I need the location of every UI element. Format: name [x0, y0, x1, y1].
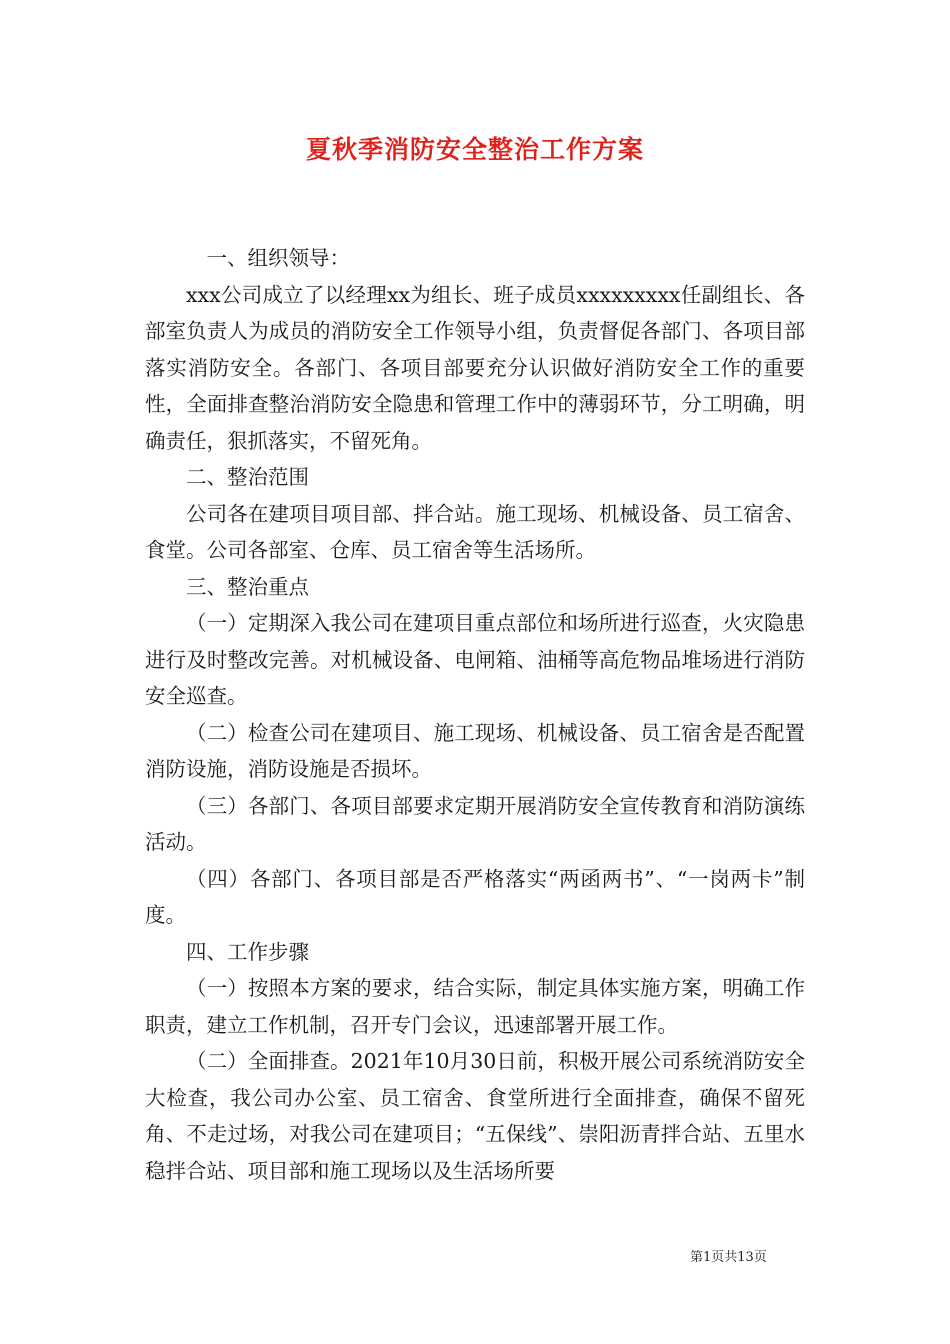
section-heading: 一、组织领导： [206, 246, 350, 270]
section-heading: 三、整治重点 [186, 574, 309, 599]
paragraph: xxx公司成立了以经理xx为组长、班子成员xxxxxxxxx任副组长、各部室负责人为成员的消防安全工作领导小组，负责督促各部门、各项目部落实消防安全。各部门、各项目部要充分认识做好消防安全工作的重要性，全面排查整治消防安全隐患和管理工作中的薄弱环节，分工明确，明确责任，狠抓落实，不留死角。 [145, 282, 805, 453]
paragraph: （一）定期深入我公司在建项目重点部位和场所进行巡查，火灾隐患进行及时整改完善。对机械设备、电闸箱、油桶等高危物品堆场进行消防安全巡查。 [145, 611, 805, 708]
paragraph: （三）各部门、各项目部要求定期开展消防安全宣传教育和消防演练活动。 [145, 793, 805, 854]
paragraph: （二）检查公司在建项目、施工现场、机械设备、员工宿舍是否配置消防设施，消防设施是否损坏。 [145, 720, 805, 781]
paragraph: （一）按照本方案的要求，结合实际，制定具体实施方案，明确工作职责，建立工作机制，召开专门会议，迅速部署开展工作。 [145, 976, 805, 1037]
paragraph: 公司各在建项目项目部、拌合站。施工现场、机械设备、员工宿舍、食堂。公司各部室、仓库、员工宿舍等生活场所。 [145, 501, 805, 562]
section-heading: 二、整治范围 [186, 465, 309, 489]
document-title: 夏秋季消防安全整治工作方案 [305, 135, 644, 164]
document-body [145, 240, 805, 1189]
paragraph: （二）全面排查。2021年10月30日前，积极开展公司系统消防安全大检查，我公司办公室、员工宿舍、食堂所进行全面排查，确保不留死角、不走过场，对我公司在建项目；“五保线”、崇阳沥青拌合站、五里水稳拌合站、项目部和施工现场以及生活场所要 [145, 1049, 805, 1183]
paragraph: （四）各部门、各项目部是否严格落实“两函两书”、“一岗两卡”制度。 [145, 866, 805, 927]
section-heading: 四、工作步骤 [186, 939, 309, 964]
page-number: 第1页共13页 [690, 1250, 767, 1265]
